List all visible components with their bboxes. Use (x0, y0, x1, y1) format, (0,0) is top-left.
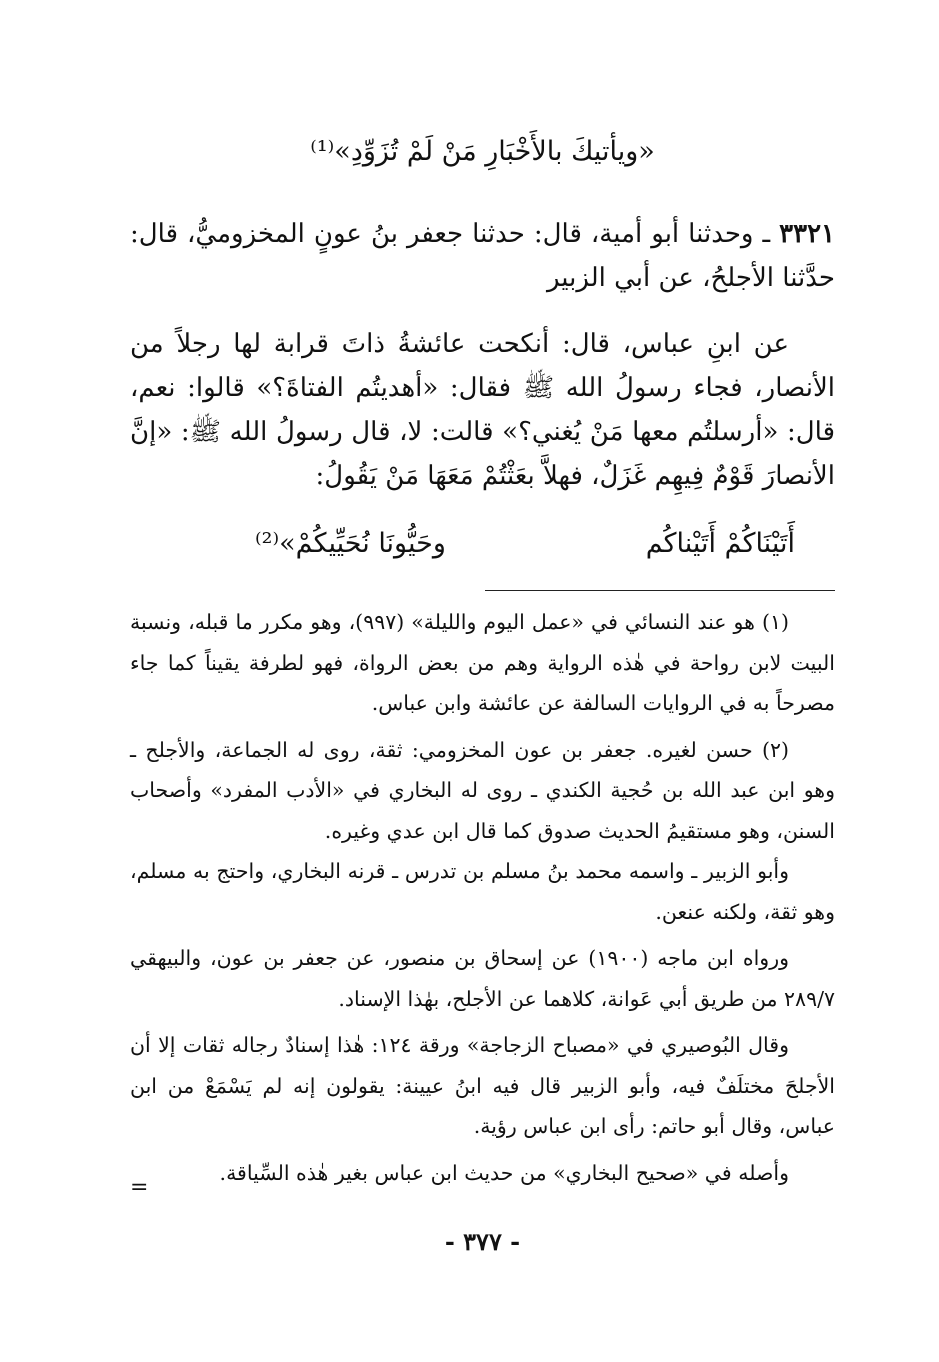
hadith-chain-text: ـ وحدثنا أبو أمية، قال: حدثنا جعفر بنُ عونٍ المخزوميُّ، قال: حدَّثنا الأجلحُ، عن أبي الزبير (130, 219, 835, 293)
continuation-mark: = (130, 1175, 149, 1200)
verse-second-hemistich: وحَيُّونَا نُحَيِّيكُمْ»⁽²⁾ (255, 528, 446, 559)
book-page (130, 0, 835, 1362)
hadith-number: ٣٣٢١ (779, 219, 835, 249)
verse-couplet (130, 520, 835, 568)
hadith-text: عن ابنِ عباس، قال: أنكحت عائشةُ ذاتَ قرابة لها رجلاً من الأنصار، فجاء رسولُ الله ﷺ فقال: «أهديتُم الفتاةَ؟» قالوا: نعم، قال: «أرسلتُم معها مَنْ يُغني؟» قالت: لا، قال رسولُ الله ﷺ: «إنَّ الأنصارَ قَوْمٌ فِيهِم غَزَلٌ، فهلاَّ بعَثْتُمْ مَعَهَا مَنْ يَقُولُ: (130, 329, 835, 491)
verse-first-hemistich: أَتَيْنَاكُمْ أَتَيْناكُم (645, 528, 795, 559)
hadith-chain (130, 212, 835, 300)
footnote-2-busiri: وقال البُوصيري في «مصباح الزجاجة» ورقة ١٢٤: هٰذا إسنادٌ رجاله ثقات إلا أن الأجلحَ مختلَفٌ فيه، وأبو الزبير قال فيه ابنُ عيينة: يقولون إنه لم يَسْمَعْ من ابن عباس، وقال أبو حاتم: رأى ابن عباس رؤية. (130, 1033, 835, 1138)
footnote-2-narrator: وأبو الزبير ـ واسمه محمد بنُ مسلم بن تدرس ـ قرنه البخاري، واحتج به مسلم، وهو ثقة، ولكنه عنعن. (130, 859, 835, 924)
footnote-1: (١) هو عند النسائي في «عمل اليوم والليلة» (٩٩٧)، وهو مكرر ما قبله، ونسبة البيت لابن رواحة في هٰذه الرواية وهم من بعض الرواة، فهو لطرفة يقيناً كما جاء مصرحاً به في الروايات السالفة عن عائشة وابن عباس. (130, 610, 835, 715)
page-number: - ٣٧٧ - (444, 1227, 521, 1256)
footnote-2-takhrij: ورواه ابن ماجه (١٩٠٠) عن إسحاق بن منصور، عن جعفر بن عون، والبيهقي ٢٨٩/٧ من طريق أبي عَوانة، كلاهما عن الأجلح، بهٰذا الإسناد. (130, 946, 835, 1011)
footnote-separator (485, 590, 835, 591)
verse-line: «ويأتيكَ بالأَخْبَارِ مَنْ لَمْ تُزَوِّدِ»⁽¹⁾ (310, 136, 655, 167)
hadith-block (130, 212, 835, 498)
footnote-2: (٢) حسن لغيره. جعفر بن عون المخزومي: ثقة، روى له الجماعة، والأجلح ـ وهو ابن عبد الله بن حُجية الكندي ـ روى له البخاري في «الأدب المفرد» وأصحاب السنن، وهو مستقيمُ الحديث صدوق كما قال ابن عدي وغيره. (130, 737, 835, 843)
footnotes (130, 602, 835, 1193)
footnote-2-asl: وأصله في «صحيح البخاري» من حديث ابن عباس بغير هٰذه السِّياقة. (219, 1160, 789, 1185)
